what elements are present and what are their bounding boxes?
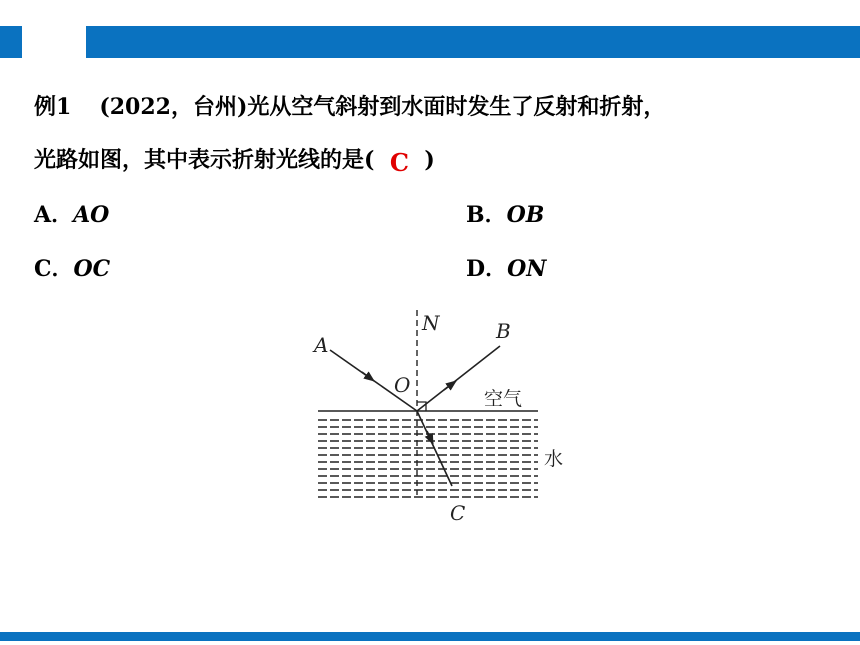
option-d-letter: D． bbox=[466, 256, 508, 282]
option-b-letter: B． bbox=[466, 202, 507, 228]
label-air: 空气 bbox=[484, 388, 523, 410]
option-a-letter: A． bbox=[34, 202, 74, 228]
option-a-value: AO bbox=[73, 202, 110, 228]
footer-bar bbox=[0, 632, 860, 641]
label-o: O bbox=[394, 373, 411, 397]
option-c-value: OC bbox=[73, 256, 111, 282]
refracted-ray-arrow bbox=[427, 431, 433, 444]
question-number: 例1 bbox=[34, 94, 72, 120]
incident-ray-arrow bbox=[362, 372, 374, 381]
reflected-ray-arrow bbox=[444, 381, 456, 390]
label-b: B bbox=[496, 319, 511, 343]
question-line-1 bbox=[34, 90, 665, 121]
question-text-2: 光路如图，其中表示折射光线的是( bbox=[34, 147, 375, 173]
header-bar-left bbox=[0, 26, 22, 58]
answer-mark: C bbox=[389, 148, 409, 177]
optics-diagram bbox=[300, 300, 580, 530]
option-b bbox=[466, 198, 544, 229]
label-c: C bbox=[450, 501, 466, 525]
question-line-2 bbox=[34, 143, 435, 177]
question-close-paren: ) bbox=[424, 147, 435, 173]
label-a: A bbox=[314, 333, 329, 357]
label-n: N bbox=[422, 311, 440, 335]
option-b-value: OB bbox=[506, 202, 545, 228]
question-text-1: (2022，台州)光从空气斜射到水面时发生了反射和折射， bbox=[99, 94, 666, 120]
label-water: 水 bbox=[544, 448, 564, 470]
option-c bbox=[34, 252, 110, 283]
header-bar-right bbox=[86, 26, 860, 58]
option-a bbox=[34, 198, 109, 229]
option-d-value: ON bbox=[507, 256, 547, 282]
option-d bbox=[466, 252, 546, 283]
option-c-letter: C． bbox=[34, 256, 74, 282]
